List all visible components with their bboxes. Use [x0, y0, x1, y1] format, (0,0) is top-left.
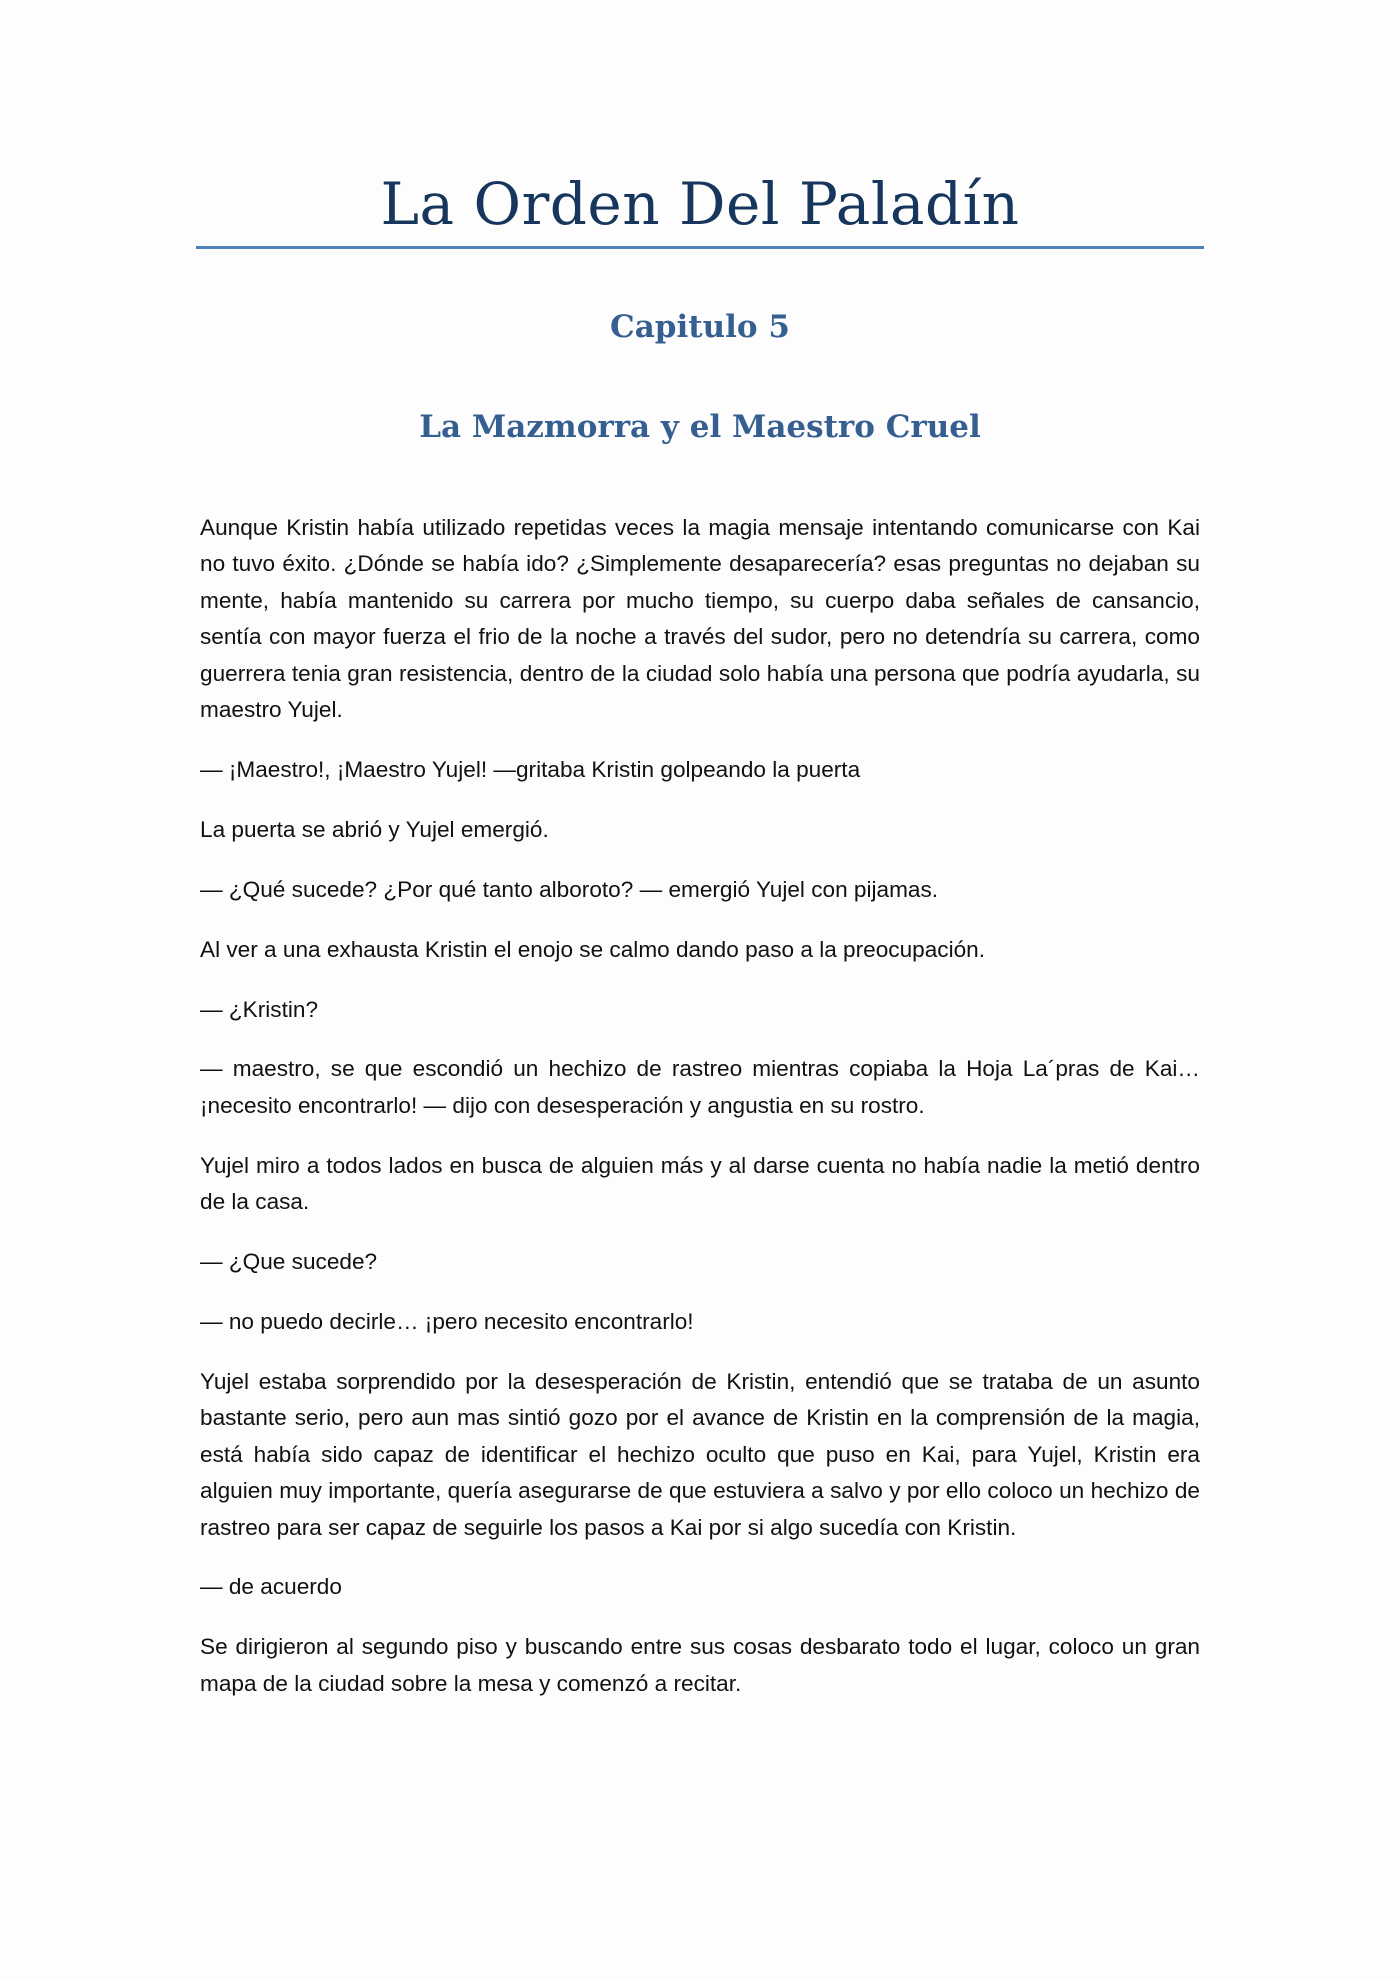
chapter-body [200, 510, 1200, 1726]
paragraph: Yujel estaba sorprendido por la desesperación de Kristin, entendió que se trataba de un asunto bastante serio, pero aun mas sintió gozo por el avance de Kristin en la comprensión de la magia, está había sido capaz de identificar el hechizo oculto que puso en Kai, para Yujel, Kristin era alguien muy importante, quería asegurarse de que estuviera a salvo y por ello coloco un hechizo de rastreo para ser capaz de seguirle los pasos a Kai por si algo sucedía con Kristin. [200, 1368, 1200, 1540]
title-underline [196, 246, 1204, 249]
paragraph: Al ver a una exhausta Kristin el enojo se calmo dando paso a la preocupación. [200, 936, 986, 962]
dialogue-line: — ¿Que sucede? [200, 1249, 378, 1275]
book-title: La Orden Del Paladín [380, 170, 1020, 238]
paragraph: Aunque Kristin había utilizado repetidas veces la magia mensaje intentando comunicarse con Kai no tuvo éxito. ¿Dónde se había ido? ¿Simplemente desaparecería? esas preguntas no dejaban su mente, había mantenido su carrera por mucho tiempo, su cuerpo daba señales de cansancio, sentía con mayor fuerza el frio de la noche a través del sudor, pero no detendría su carrera, como guerrera tenia gran resistencia, dentro de la ciudad solo había una persona que podría ayudarla, su maestro Yujel. [200, 515, 1200, 723]
dialogue-line: — de acuerdo [200, 1574, 342, 1600]
dialogue-line: — ¿Kristin? [200, 996, 319, 1022]
chapter-title: La Mazmorra y el Maestro Cruel [419, 409, 981, 445]
dialogue-line: — maestro, se que escondió un hechizo de rastreo mientras copiaba la Hoja La´pras de Kai… ¡necesito encontrarlo! — dijo con desesperación y angustia en su rostro. [200, 1056, 1200, 1118]
paragraph: Yujel miro a todos lados en busca de alguien más y al darse cuenta no había nadie la metió dentro de la casa. [200, 1152, 1200, 1215]
dialogue-line: — no puedo decirle… ¡pero necesito encontrarlo! [200, 1309, 694, 1334]
dialogue-line: — ¿Qué sucede? ¿Por qué tanto alboroto? — emergió Yujel con pijamas. [200, 876, 939, 902]
dialogue-line: — ¡Maestro!, ¡Maestro Yujel! —gritaba Kristin golpeando la puerta [200, 756, 861, 782]
paragraph: La puerta se abrió y Yujel emergió. [200, 816, 549, 842]
chapter-number: Capitulo 5 [610, 309, 790, 345]
paragraph: Se dirigieron al segundo piso y buscando entre sus cosas desbarato todo el lugar, coloco un gran mapa de la ciudad sobre la mesa y comenzó a recitar. [200, 1634, 1200, 1696]
